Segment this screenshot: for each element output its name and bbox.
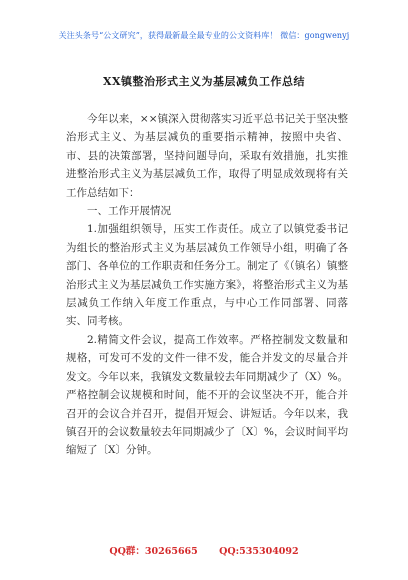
paragraph-item-1: 1.加强组织领导，压实工作责任。成立了以镇党委书记为组长的整治形式主义为基层减负工作领导小组，明确了各部门、各单位的工作职责和任务分工。制定了《（镇名）镇整治形式主义为基层减负工作实施方案》，将整治形式主义为基层减负工作纳入年度工作重点，与中心工作同部署、同落实、同考核。 bbox=[66, 223, 348, 328]
qq-number-text: QQ:535304092 bbox=[219, 546, 299, 557]
intro-paragraph: 今年以来，××镇深入贯彻落实习近平总书记关于坚决整治形式主义、为基层减负的重要指示精神，按照中央省、市、县的决策部署，坚持问题导向，采取有效措施，扎实推进整治形式主义为基层减负工作，取得了明显成效现将有关工作总结如下： bbox=[66, 113, 348, 199]
footer-contact bbox=[0, 543, 408, 557]
document-body bbox=[66, 110, 348, 460]
document-title: XX镇整治形式主义为基层减负工作总结 bbox=[102, 75, 306, 88]
header-banner: 关注头条号“公文研究”，获得最新最全最专业的公文资料库！ 微信：gongwenyj bbox=[58, 31, 350, 40]
section-heading: 一、工作开展情况 bbox=[87, 205, 171, 218]
qq-group-text: QQ群：30265665 bbox=[109, 546, 198, 557]
paragraph-item-2: 2.精简文件会议，提高工作效率。严格控制发文数量和规格，可发可不发的文件一律不发，能合并发文的尽量合并发文。今年以来，我镇发文数量较去年同期减少了（X）%。严格控制会议规模和时间，能不开的会议坚决不开，能合并召开的会议合并召开，提倡开短会、讲短话。今年以来，我镇召开的会议数量较去年同期减少了〔X〕%，会议时间平均缩短了〔X〕分钟。 bbox=[66, 333, 348, 457]
